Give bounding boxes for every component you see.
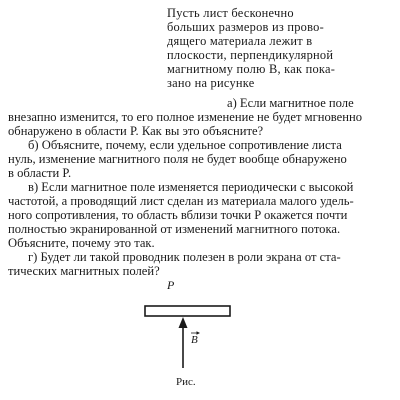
intro-line-2: больших размеров из прово- <box>167 20 324 34</box>
question-c-line-1: в) Если магнитное поле изменяется периодически с высокой <box>28 180 354 194</box>
field-b-label: B <box>191 334 198 346</box>
question-a-start: а) Если магнитное поле <box>227 96 354 110</box>
question-c-line-4: полностью экранированной от изменений магнитного потока. <box>8 222 341 236</box>
intro-line-6: зано на рисунке <box>167 76 255 90</box>
figure-caption: Рис. <box>176 376 196 388</box>
question-d-line-1: г) Будет ли такой проводник полезен в роли экрана от ста- <box>28 250 341 264</box>
field-arrow-head <box>179 317 188 328</box>
question-a-line-3: обнаружено в области P. Как вы это объясните? <box>8 124 264 138</box>
question-c-line-2: частотой, а проводящий лист сделан из материала малого удель- <box>8 194 354 208</box>
question-b-line-1: б) Объясните, почему, если удельное сопротивление листа <box>28 138 342 152</box>
conducting-sheet <box>145 306 230 316</box>
question-a-line-2: внезапно изменится, то его полное изменение не будет мгновенно <box>8 110 363 124</box>
intro-line-3: дящего материала лежит в <box>167 34 313 48</box>
intro-line-4: плоскости, перпендикулярной <box>167 48 334 62</box>
question-c-line-3: ного сопротивления, то область вблизи точки P окажется почти <box>8 208 348 222</box>
question-b-line-2: нуль, изменение магнитного поля не будет вообще обнаружено <box>8 152 347 166</box>
intro-line-1: Пусть лист бесконечно <box>167 6 294 20</box>
intro-line-5: магнитному полю B, как пока- <box>167 62 336 76</box>
question-b-line-3: в области P. <box>8 166 72 180</box>
question-c-line-5: Объясните, почему это так. <box>8 236 155 250</box>
question-d-line-2: тических магнитных полей? <box>8 264 160 278</box>
region-p-label: P <box>167 278 175 292</box>
